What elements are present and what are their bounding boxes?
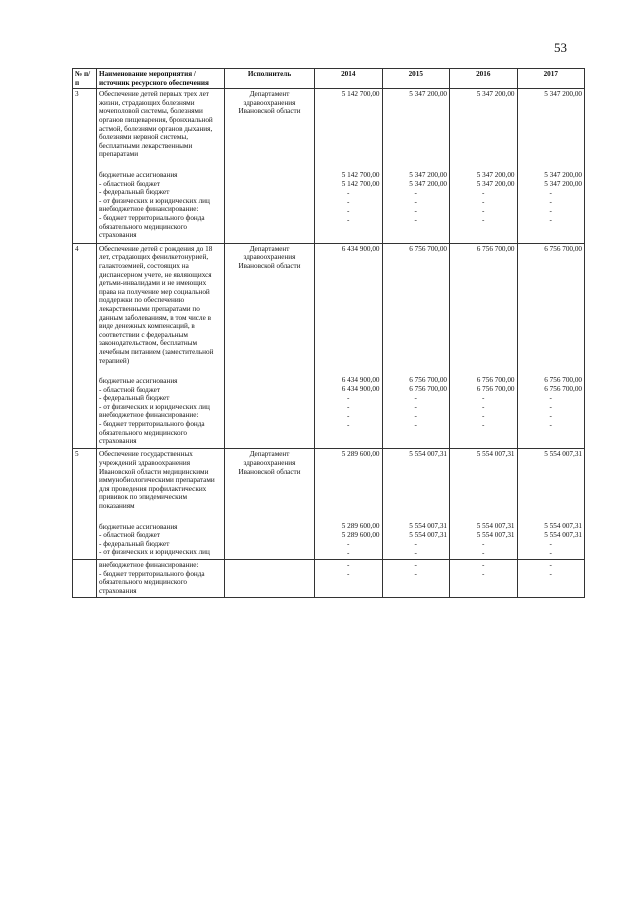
row-number-cell xyxy=(73,449,97,560)
row-number: 3 xyxy=(75,90,79,99)
funding-source-value: - xyxy=(414,412,417,421)
funding-source-value: 5 554 007,31 xyxy=(476,530,515,539)
funding-source-value: 6 434 900,00 xyxy=(341,385,380,394)
funding-source-value: - xyxy=(549,548,552,557)
funding-source-value: 5 554 007,31 xyxy=(476,521,515,530)
funding-source-value: - xyxy=(414,421,417,430)
funding-source-value: - xyxy=(482,206,485,215)
funding-source-value: - xyxy=(482,421,485,430)
funding-source-value: - xyxy=(414,394,417,403)
funding-source-value: - xyxy=(347,569,350,578)
funding-source-label: - бюджет территориального фонда обязательного медицинского страхования xyxy=(99,213,205,240)
header-name: Наименование мероприятия / источник ресурсного обеспечения xyxy=(97,69,225,89)
funding-source-label: бюджетные ассигнования xyxy=(99,170,178,179)
funding-source-value: - xyxy=(347,548,350,557)
header-year: 2017 xyxy=(517,69,585,89)
activity-total: 6 434 900,00 xyxy=(341,244,380,253)
funding-source-value: 5 554 007,31 xyxy=(544,530,582,539)
funding-table xyxy=(72,68,585,598)
funding-source-label: - бюджет территориального фонда обязательного медицинского страхования xyxy=(99,420,205,446)
year-value-cell xyxy=(382,89,450,244)
activity-total: 5 554 007,31 xyxy=(409,450,447,459)
executor-name: Департамент здравоохранения Ивановской области xyxy=(238,244,301,270)
funding-source-label: - областной бюджет xyxy=(99,179,160,188)
funding-source-label: - бюджет территориального фонда обязательного медицинского страхования xyxy=(99,569,205,595)
funding-source-value: 6 434 900,00 xyxy=(341,376,380,385)
funding-source-value: - xyxy=(549,215,552,224)
funding-source-value: 6 756 700,00 xyxy=(409,385,447,394)
row-number-cell xyxy=(73,559,97,597)
funding-source-value: - xyxy=(414,569,417,578)
funding-source-value: 5 289 600,00 xyxy=(341,521,380,530)
activity-cell xyxy=(97,449,225,560)
funding-source-value: 5 347 200,00 xyxy=(409,170,447,179)
page-number: 53 xyxy=(554,40,567,55)
funding-source-label: бюджетные ассигнования xyxy=(99,377,178,386)
header-year: 2014 xyxy=(315,69,383,89)
funding-source-value: - xyxy=(347,394,350,403)
year-value-cell xyxy=(517,449,585,560)
funding-source-value: - xyxy=(414,188,417,197)
funding-source-value: - xyxy=(549,197,552,206)
funding-source-value: - xyxy=(482,569,485,578)
funding-source-value: - xyxy=(347,206,350,215)
activity-cell xyxy=(97,243,225,449)
funding-source-value: - xyxy=(347,412,350,421)
table-header xyxy=(73,69,585,89)
funding-source-value: 6 756 700,00 xyxy=(476,376,515,385)
funding-source-label: - областной бюджет xyxy=(99,385,160,394)
table-row xyxy=(73,243,585,449)
activity-total: 6 756 700,00 xyxy=(476,244,515,253)
funding-source-value: 5 347 200,00 xyxy=(409,179,447,188)
header-year: 2015 xyxy=(382,69,450,89)
funding-source-value: - xyxy=(482,403,485,412)
year-value-cell xyxy=(450,243,518,449)
funding-source-value: - xyxy=(347,539,350,548)
funding-source-label: внебюджетное финансирование: xyxy=(99,205,199,214)
activity-title: Обеспечение детей первых трех лет жизни, страдающих болезнями мочеполовой системы, болезнями органов пищеварения, бронхиальной астмой, болезнями органов дыхания, болезнями нервной системы, бесплатными лекарственными препаратами xyxy=(99,90,213,159)
funding-source-value: - xyxy=(549,560,552,569)
funding-source-value: - xyxy=(347,197,350,206)
funding-source-value: 5 347 200,00 xyxy=(544,170,582,179)
funding-source-label: - федеральный бюджет xyxy=(99,394,170,403)
funding-source-value: - xyxy=(414,560,417,569)
year-value-cell xyxy=(315,559,383,597)
funding-source-value: - xyxy=(347,403,350,412)
funding-source-value: 5 554 007,31 xyxy=(409,530,447,539)
funding-source-value: - xyxy=(482,539,485,548)
funding-source-value: - xyxy=(549,421,552,430)
funding-source-value: - xyxy=(414,197,417,206)
header-year: 2016 xyxy=(450,69,518,89)
funding-source-value: - xyxy=(347,560,350,569)
activity-total: 5 554 007,31 xyxy=(544,450,582,459)
funding-source-value: 6 756 700,00 xyxy=(544,376,582,385)
year-value-cell xyxy=(382,243,450,449)
activity-cell xyxy=(97,559,225,597)
funding-source-value: - xyxy=(347,421,350,430)
activity-cell xyxy=(97,89,225,244)
funding-source-value: 6 756 700,00 xyxy=(544,385,582,394)
funding-source-value: 5 289 600,00 xyxy=(341,530,380,539)
funding-source-label: - от физических и юридических лиц xyxy=(99,402,210,411)
table-body xyxy=(73,89,585,598)
activity-title: Обеспечение детей с рождения до 18 лет, страдающих фенилкетонурией, галактоземией, состоящих на диспансерном учете, не являющихся детьми-инвалидами и не имеющих права на получение мер социальной поддержки по обеспечению лекарственными препаратами по данным заболеваниям, в том числе в виде денежных компенсаций, в соответствии с федеральным законодательством, бесплатным лечебным питанием (заместительной терапией) xyxy=(99,244,214,365)
funding-source-value: - xyxy=(347,215,350,224)
year-value-cell xyxy=(382,559,450,597)
row-number-cell xyxy=(73,89,97,244)
activity-total: 5 554 007,31 xyxy=(476,450,515,459)
funding-source-label: - федеральный бюджет xyxy=(99,539,170,548)
activity-total: 5 347 200,00 xyxy=(476,90,515,99)
year-value-cell xyxy=(315,243,383,449)
activity-total: 5 347 200,00 xyxy=(409,90,447,99)
funding-source-value: 5 142 700,00 xyxy=(341,170,380,179)
funding-source-value: 5 554 007,31 xyxy=(409,521,447,530)
funding-source-label: - от физических и юридических лиц xyxy=(99,548,210,557)
funding-source-value: - xyxy=(549,188,552,197)
executor-cell xyxy=(225,559,315,597)
header-executor: Исполнитель xyxy=(225,69,315,89)
funding-source-value: 5 347 200,00 xyxy=(544,179,582,188)
year-value-cell xyxy=(517,243,585,449)
year-value-cell xyxy=(450,89,518,244)
executor-name: Департамент здравоохранения Ивановской области xyxy=(238,90,301,116)
funding-source-value: - xyxy=(482,394,485,403)
row-number: 5 xyxy=(75,450,79,459)
funding-source-value: - xyxy=(549,412,552,421)
funding-source-value: - xyxy=(414,206,417,215)
activity-total: 5 347 200,00 xyxy=(544,90,582,99)
funding-source-value: 5 347 200,00 xyxy=(476,170,515,179)
year-value-cell xyxy=(517,89,585,244)
year-value-cell xyxy=(450,559,518,597)
funding-source-value: 5 347 200,00 xyxy=(476,179,515,188)
funding-source-label: внебюджетное финансирование: xyxy=(99,560,199,569)
funding-source-value: - xyxy=(549,539,552,548)
funding-source-value: - xyxy=(549,394,552,403)
funding-source-value: - xyxy=(482,188,485,197)
funding-source-value: - xyxy=(414,539,417,548)
funding-source-label: - от физических и юридических лиц xyxy=(99,196,210,205)
activity-total: 5 289 600,00 xyxy=(341,450,380,459)
funding-source-value: 6 756 700,00 xyxy=(409,376,447,385)
activity-total: 6 756 700,00 xyxy=(544,244,582,253)
funding-source-value: 5 554 007,31 xyxy=(544,521,582,530)
funding-source-value: - xyxy=(347,188,350,197)
funding-source-value: - xyxy=(549,569,552,578)
year-value-cell xyxy=(315,449,383,560)
funding-source-label: бюджетные ассигнования xyxy=(99,522,178,531)
funding-source-value: 6 756 700,00 xyxy=(476,385,515,394)
funding-source-value: - xyxy=(549,403,552,412)
year-value-cell xyxy=(450,449,518,560)
funding-source-value: - xyxy=(482,197,485,206)
funding-source-value: - xyxy=(414,548,417,557)
year-value-cell xyxy=(315,89,383,244)
executor-name: Департамент здравоохранения Ивановской области xyxy=(238,450,301,476)
activity-total: 6 756 700,00 xyxy=(409,244,447,253)
year-value-cell xyxy=(382,449,450,560)
funding-source-value: 5 142 700,00 xyxy=(341,179,380,188)
table-row xyxy=(73,449,585,560)
funding-source-value: - xyxy=(482,548,485,557)
executor-cell xyxy=(225,89,315,244)
funding-source-label: - областной бюджет xyxy=(99,531,160,540)
executor-cell xyxy=(225,449,315,560)
header-no: № п/п xyxy=(73,69,97,89)
funding-source-value: - xyxy=(414,403,417,412)
funding-source-label: внебюджетное финансирование: xyxy=(99,411,199,420)
funding-source-value: - xyxy=(414,215,417,224)
year-value-cell xyxy=(517,559,585,597)
activity-total: 5 142 700,00 xyxy=(341,90,380,99)
funding-source-value: - xyxy=(549,206,552,215)
row-number: 4 xyxy=(75,244,79,253)
activity-title: Обеспечение государственных учреждений здравоохранения Ивановской области медицинскими иммунобиологическими препаратами для проведения профилактических прививок по эпидемическим показаниям xyxy=(99,450,215,510)
funding-source-value: - xyxy=(482,215,485,224)
executor-cell xyxy=(225,243,315,449)
row-number-cell xyxy=(73,243,97,449)
table-row xyxy=(73,559,585,597)
funding-source-value: - xyxy=(482,412,485,421)
funding-source-value: - xyxy=(482,560,485,569)
funding-source-label: - федеральный бюджет xyxy=(99,188,170,197)
table-row xyxy=(73,89,585,244)
